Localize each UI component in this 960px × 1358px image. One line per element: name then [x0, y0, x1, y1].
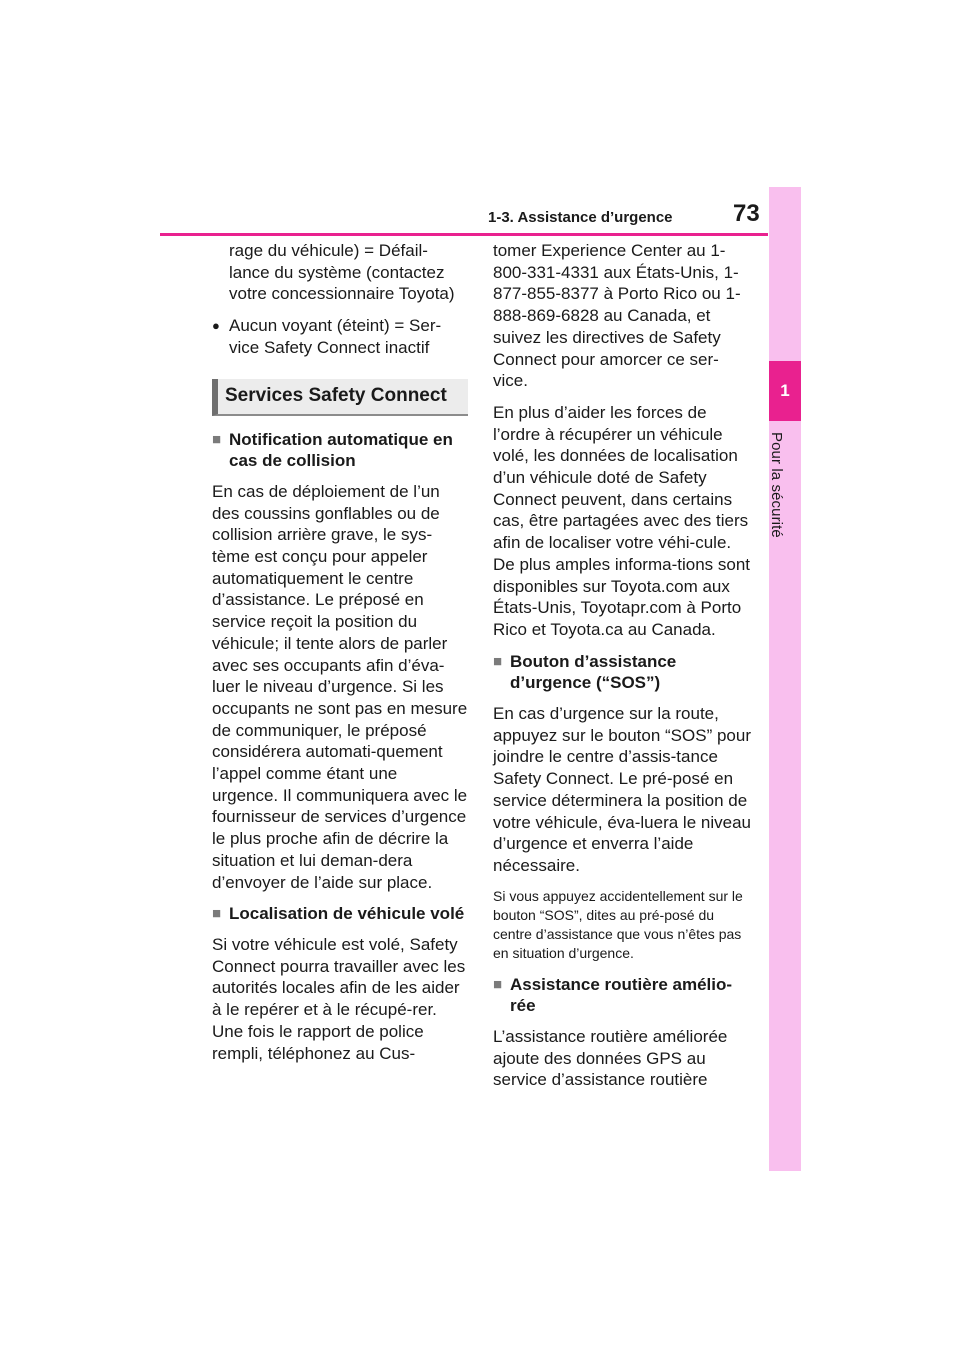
square-bullet-icon: ■ — [212, 905, 222, 923]
paragraph-stolen-vehicle: Si votre véhicule est volé, Safety Connect pourra travailler avec les autorités locales afin de les aider à le repérer et à le récupé-rer. Une fois le rapport de police rempli, téléphonez au Cus- — [212, 934, 466, 1063]
bullet-text: Aucun voyant (éteint) = Ser-vice Safety Connect inactif — [229, 316, 442, 357]
paragraph-roadside: L’assistance routière améliorée ajoute des données GPS au service d’assistance routière — [493, 1026, 728, 1090]
subheading-text: Localisation de véhicule volé — [229, 904, 465, 924]
left-column — [212, 240, 468, 1074]
page-number: 73 — [733, 200, 760, 227]
bullet-item — [212, 315, 468, 358]
section-header-title: 1-3. Assistance d’urgence — [488, 209, 673, 226]
bullet-dot-icon: ● — [212, 318, 220, 334]
right-column — [493, 240, 751, 1101]
note-text: Si vous appuyez accidentellement sur le bouton “SOS”, dites au pré-posé du centre d’assistance que vous n’êtes pas en situation d’urgence. — [493, 887, 743, 962]
chapter-side-tab — [769, 187, 801, 1171]
subheading-text: Assistance routière amélio-rée — [510, 974, 733, 1016]
section-heading-box — [212, 379, 468, 416]
chapter-number: 1 — [769, 361, 801, 421]
subheading-collision — [212, 429, 468, 472]
square-bullet-icon: ■ — [493, 652, 503, 670]
subheading-stolen-vehicle — [212, 903, 468, 925]
square-bullet-icon: ■ — [212, 430, 222, 448]
square-bullet-icon: ■ — [493, 975, 503, 993]
header-divider — [160, 233, 768, 236]
paragraph-collision: En cas de déploiement de l’un des coussins gonflables ou de collision arrière grave, le sys-tème est conçu pour appeler automatiquement le centre d’assistance. Le préposé en service reçoit la position du véhicule; il tente alors de parler avec ses occupants afin d’éva-luer le niveau d’urgence. Si les occupants ne sont pas en mesure de communiquer, le préposé considérera automati-quement l’appel comme étant une urgence. Il communiquera avec le fournisseur de services d’urgence le plus proche afin de décrire la situation et lui deman-dera d’envoyer de l’aide sur place. — [212, 481, 468, 892]
subheading-text: Notification automatique en cas de collision — [229, 429, 453, 471]
subheading-roadside — [493, 974, 751, 1017]
continued-paragraph: rage du véhicule) = Défail-lance du système (contactez votre concessionnaire Toyota) — [229, 241, 455, 304]
paragraph-sos: En cas d’urgence sur la route, appuyez sur le bouton “SOS” pour joindre le centre d’assis-tance Safety Connect. Le pré-posé en service déterminera la position de votre véhicule, éva-luera le niveau d’urgence et enverra l’aide nécessaire. — [493, 704, 751, 875]
paragraph-customer-center: tomer Experience Center au 1-800-331-4331 aux États-Unis, 1-877-855-8377 à Porto Rico ou 1-888-869-6828 au Canada, et suivez les directives de Safety Connect pour amorcer ce ser-vice. — [493, 241, 741, 391]
section-heading: Services Safety Connect — [225, 384, 447, 406]
paragraph-location-data: En plus d’aider les forces de l’ordre à récupérer un véhicule volé, les données de localisation d’un véhicule doté de Safety Connect peuvent, dans certains cas, être partagées avec des tiers afin de localiser votre véhi-cule. De plus amples informa-tions sont disponibles sur Toyota.com aux États-Unis, Toyotapr.com à Porto Rico et Toyota.ca au Canada. — [493, 402, 751, 639]
chapter-label: Pour la sécurité — [768, 432, 785, 538]
subheading-sos — [493, 651, 751, 694]
subheading-text: Bouton d’assistance d’urgence (“SOS”) — [510, 651, 677, 693]
